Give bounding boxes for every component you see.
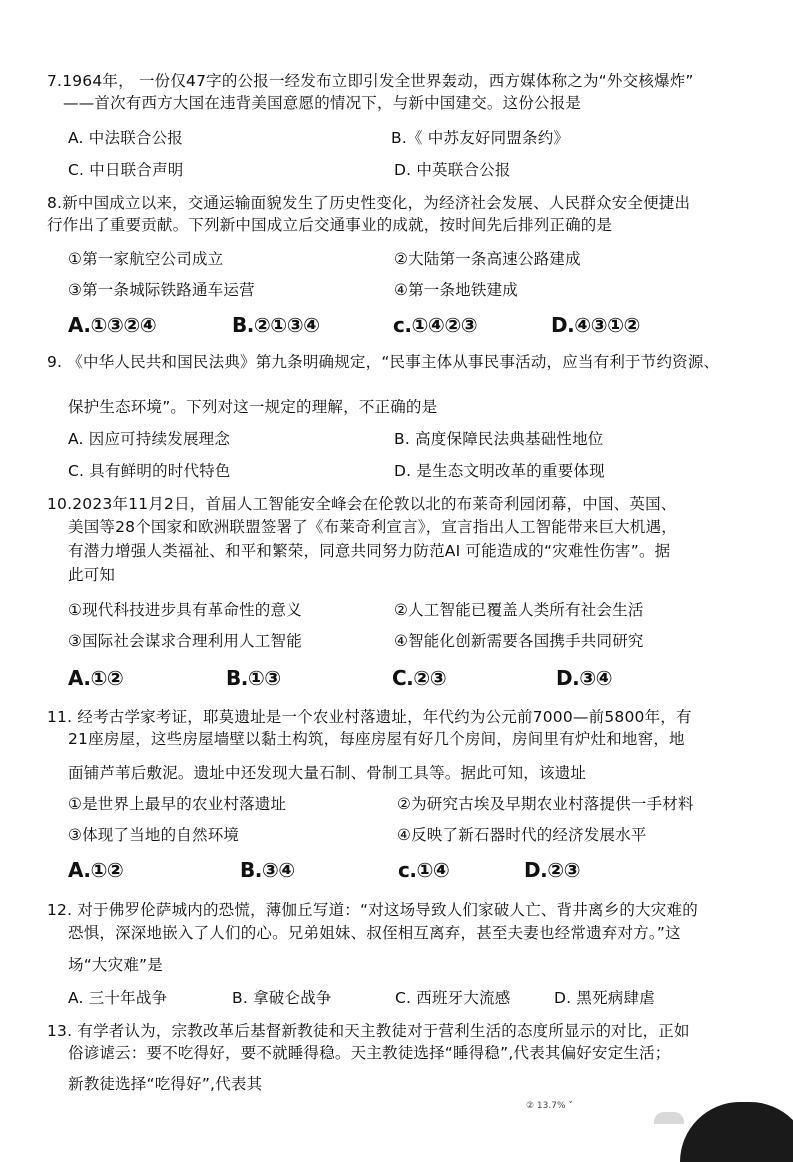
q8-answer-b: B.②①③④ (232, 313, 320, 337)
q10-stem-line1: 10.2023年11月2日，首届人工智能安全峰会在伦敦以北的布莱奇利园闭幕，中国、英国、 (47, 495, 677, 513)
q11-stem-line1: 11. 经考古学家考证，耶莫遗址是一个农业村落遗址，年代约为公元前7000—前5800年，有 (47, 708, 692, 726)
q8-answer-a: A.①③②④ (68, 313, 157, 337)
q8-answer-c: c.①④②③ (393, 313, 478, 337)
q10-item-3: ③国际社会谋求合理利用人工智能 (68, 632, 302, 650)
q10-item-2: ②人工智能已覆盖人类所有社会生活 (394, 601, 644, 619)
footer-shape-dark (680, 1102, 793, 1162)
q11-item-3: ③体现了当地的自然环境 (68, 826, 240, 844)
q10-stem-line4: 此可知 (68, 566, 116, 584)
q12-option-a: A. 三十年战争 (68, 989, 168, 1007)
q10-answer-d: D.③④ (556, 666, 613, 690)
q12-option-d: D. 黑死病肆虐 (554, 989, 655, 1007)
q10-stem-line3: 有潜力增强人类福祉、和平和繁荣，同意共同努力防范AI 可能造成的“灾难性伤害”。据 (68, 542, 671, 560)
q10-answer-c: C.②③ (392, 666, 447, 690)
q8-stem-line1: 8.新中国成立以来，交通运输面貌发生了历史性变化，为经济社会发展、人民群众安全便捷出 (47, 194, 691, 212)
q9-stem-line2: 保护生态环境”。下列对这一规定的理解，不正确的是 (68, 398, 438, 416)
q12-option-b: B. 拿破仑战争 (232, 989, 332, 1007)
q9-option-d: D. 是生态文明改革的重要体现 (394, 462, 605, 480)
q11-item-4: ④反映了新石器时代的经济发展水平 (397, 826, 647, 844)
q10-item-4: ④智能化创新需要各国携手共同研究 (394, 632, 644, 650)
q11-item-2: ②为研究古埃及早期农业村落提供一手材料 (397, 795, 694, 813)
q7-stem-line2: ——首次有西方大国在违背美国意愿的情况下，与新中国建交。这份公报是 (63, 94, 582, 112)
footer-shape-light (654, 1112, 684, 1124)
q9-option-c: C. 具有鲜明的时代特色 (68, 462, 231, 480)
q11-stem-line2: 21座房屋，这些房屋墙壁以黏土构筑，每座房屋有好几个房间，房间里有炉灶和地窖，地 (68, 730, 685, 748)
q8-item-3: ③第一条城际铁路通车运营 (68, 281, 255, 299)
q9-option-a: A. 因应可持续发展理念 (68, 430, 231, 448)
q7-option-b: B.《 中苏友好同盟条约》 (391, 129, 570, 147)
q12-stem-line2: 恐惧，深深地嵌入了人们的心。兄弟姐妹、叔侄相互离弃，甚至夫妻也经常遗弃对方。”这 (68, 924, 681, 942)
q11-answer-c: c.①④ (398, 858, 450, 882)
q12-stem-line1: 12. 对于佛罗伦萨城内的恐慌，薄伽丘写道：“对这场导致人们家破人亡、背井离乡的大灾难的 (47, 901, 698, 919)
q10-answer-b: B.①③ (226, 666, 281, 690)
q7-option-c: C. 中日联合声明 (68, 161, 184, 179)
q8-item-2: ②大陆第一条高速公路建成 (394, 250, 581, 268)
q7-stem-line1: 7.1964年， 一份仅47字的公报一经发布立即引发全世界轰动，西方媒体称之为“外交核爆炸” (47, 72, 694, 90)
q12-option-c: C. 西班牙大流感 (395, 989, 511, 1007)
q8-item-4: ④第一条地铁建成 (394, 281, 518, 299)
q12-stem-line3: 场“大灾难”是 (68, 956, 163, 974)
q8-answer-d: D.④③①② (551, 313, 640, 337)
q10-item-1: ①现代科技进步具有革命性的意义 (68, 601, 302, 619)
q11-item-1: ①是世界上最早的农业村落遗址 (68, 795, 287, 813)
q7-option-a: A. 中法联合公报 (68, 129, 183, 147)
q13-stem-line3: 新教徒选择“吃得好”,代表其 (68, 1075, 263, 1093)
q10-stem-line2: 美国等28个国家和欧洲联盟签署了《布莱奇利宣言》，宣言指出人工智能带来巨大机遇， (68, 518, 677, 536)
q8-stem-line2: 行作出了重要贡献。下列新中国成立后交通事业的成就，按时间先后排列正确的是 (47, 216, 613, 234)
q10-answer-a: A.①② (68, 666, 124, 690)
q9-stem-line1: 9. 《中华人民共和国民法典》第九条明确规定，“民事主体从事民事活动，应当有利于节约资源、 (47, 353, 720, 371)
q11-answer-a: A.①② (68, 858, 124, 882)
q8-item-1: ①第一家航空公司成立 (68, 250, 224, 268)
q11-answer-d: D.②③ (524, 858, 581, 882)
q7-option-d: D. 中英联合公报 (394, 161, 511, 179)
q13-stem-line2: 俗谚谑云：要不吃得好，要不就睡得稳。天主教徒选择“睡得稳”,代表其偏好安定生活； (68, 1044, 671, 1062)
q9-option-b: B. 高度保障民法典基础性地位 (394, 430, 604, 448)
q11-stem-line3: 面铺芦苇后敷泥。遗址中还发现大量石制、骨制工具等。据此可知，该遗址 (68, 764, 587, 782)
q13-stem-line1: 13. 有学者认为，宗教改革后基督新教徒和天主教徒对于营利生活的态度所显示的对比，正如 (47, 1022, 690, 1040)
q11-answer-b: B.③④ (240, 858, 295, 882)
footer-zoom-indicator: ② 13.7% ˅ (526, 1101, 573, 1111)
